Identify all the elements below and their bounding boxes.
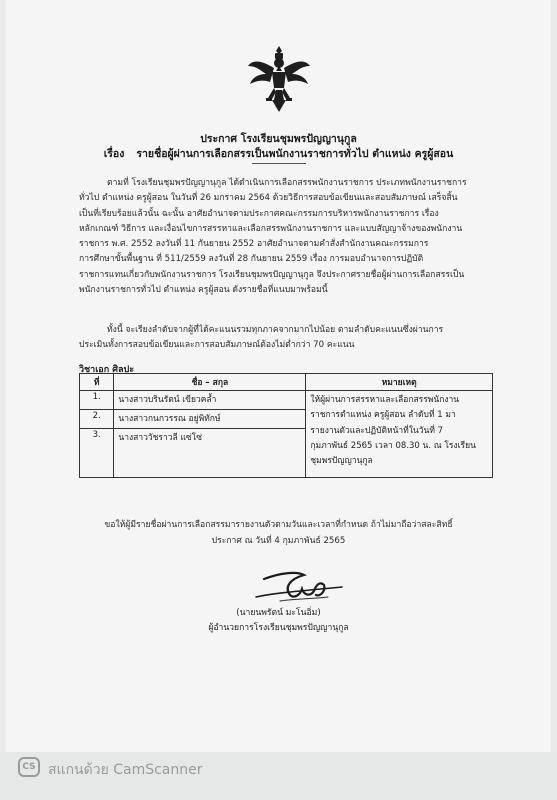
subject-major-label: วิชาเอก ศิลปะ xyxy=(79,365,135,375)
paragraph-line: ประเมินทั้งการสอบข้อเขียนและการสอบสัมภาษณ์ต้องไม่ต่ำกว่า 70 คะแนน xyxy=(79,340,355,351)
camscanner-logo-icon: CS xyxy=(18,757,40,777)
row-number: 3. xyxy=(80,429,114,478)
remark-line: ให้ผู้ผ่านการสรรหาและเลือกสรรพนักงาน xyxy=(310,395,460,405)
body-paragraph-1 xyxy=(79,176,497,298)
column-header-name: ชื่อ – สกุล xyxy=(114,374,306,391)
candidate-name: นางสาวกนกวรรณ อยู่พิทักษ์ xyxy=(114,410,306,429)
candidate-name: นางสาววัชราวลี แซ่โซ่ xyxy=(114,429,306,478)
candidate-table xyxy=(79,373,493,478)
remark-cell xyxy=(306,391,493,478)
paragraph-line: ตามที่ โรงเรียนชุมพรปัญญานุกูล ได้ดำเนินการเลือกสรรพนักงานราชการ ประเภทพนักงานราชการ xyxy=(107,178,467,188)
paragraph-line: ราชการ พ.ศ. 2552 ลงวันที่ 11 กันยายน 2552 อาศัยอำนาจตามคำสั่งสำนักงานคณะกรรมการ xyxy=(79,239,429,250)
signatory-name: (นายนพรัตน์ มะโนอิ่ม) xyxy=(236,608,321,618)
paragraph-line: ทั่วไป ตำแหน่ง ครูผู้สอน ในวันที่ 26 มกราคม 2564 ด้วยวิธีการสอบข้อเขียนและสอบสัมภาษณ์ เสร็จสิ้น xyxy=(79,193,458,204)
paragraph-line: หลักเกณฑ์ วิธีการ และเงื่อนไขการสรรหาและเลือกสรรพนักงานราชการ และแบบสัญญาจ้างของพนักงาน xyxy=(79,223,463,234)
paragraph-line: พนักงานราชการทั่วไป ตำแหน่ง ครูผู้สอน ดังรายชื่อที่แนบมาพร้อมนี้ xyxy=(79,285,328,296)
remark-line: รายงานตัวและปฏิบัติหน้าที่ในวันที่ 7 xyxy=(310,425,444,436)
remark-line: กุมภาพันธ์ 2565 เวลา 08.30 น. ณ โรงเรียน xyxy=(310,440,476,451)
paragraph-line: ทั้งนี้ จะเรียงลำดับจากผู้ที่ได้คะแนนรวมทุกภาคจากมากไปน้อย ตามลำดับคะแนนซึ่งผ่านการ xyxy=(107,325,444,335)
candidate-name: นางสาวบรินรัตน์ เขียวคล้ำ xyxy=(114,391,306,410)
announcement-date: ประกาศ ณ วันที่ 4 กุมภาพันธ์ 2565 xyxy=(211,536,346,546)
remark-line: ราชการตำแหน่ง ครูผู้สอน ลำดับที่ 1 มา xyxy=(310,410,456,421)
remark-line: ชุมพรปัญญานุกูล xyxy=(310,456,373,467)
column-header-no: ที่ xyxy=(80,374,114,391)
table-header-row xyxy=(80,374,493,391)
paragraph-line: ราชการแทนเกี่ยวกับพนักงานราชการ โรงเรียนชุมพรปัญญานุกูล จึงประกาศรายชื่อผู้ผ่านการเลือกสรรเป็น xyxy=(79,269,465,280)
title-divider xyxy=(252,163,306,164)
closing-notice: ขอให้ผู้มีรายชื่อผ่านการเลือกสรรมารายงานตัวตามวันและเวลาที่กำหนด ถ้าไม่มาถือว่าสละสิทธิ์ xyxy=(104,520,453,530)
subject-text: รายชื่อผู้ผ่านการเลือกสรรเป็นพนักงานราชการทั่วไป ตำแหน่ง ครูผู้สอน xyxy=(136,148,454,160)
announcement-subject xyxy=(0,145,557,162)
table-row xyxy=(80,391,493,410)
row-number: 1. xyxy=(80,391,114,410)
body-paragraph-2 xyxy=(79,323,497,354)
signatory-position: ผู้อำนวยการโรงเรียนชุมพรปัญญานุกูล xyxy=(208,623,349,633)
camscanner-watermark: สแกนด้วย CamScanner xyxy=(48,762,203,778)
announcement-header: ประกาศ โรงเรียนชุมพรปัญญานุกูล xyxy=(200,133,357,145)
subject-label: เรื่อง xyxy=(103,148,125,160)
row-number: 2. xyxy=(80,410,114,429)
column-header-remark: หมายเหตุ xyxy=(306,374,493,391)
garuda-emblem-icon xyxy=(246,44,312,114)
paragraph-line: เป็นที่เรียบร้อยแล้วนั้น ฉะนั้น อาศัยอำนาจตามประกาศคณะกรรมการบริหารพนักงานราชการ เรื่อง xyxy=(79,208,439,219)
paragraph-line: การศึกษาขั้นพื้นฐาน ที่ 511/2559 ลงวันที่ 28 กันยายน 2559 เรื่อง การมอบอำนาจการปฏิบัติ xyxy=(79,254,424,265)
